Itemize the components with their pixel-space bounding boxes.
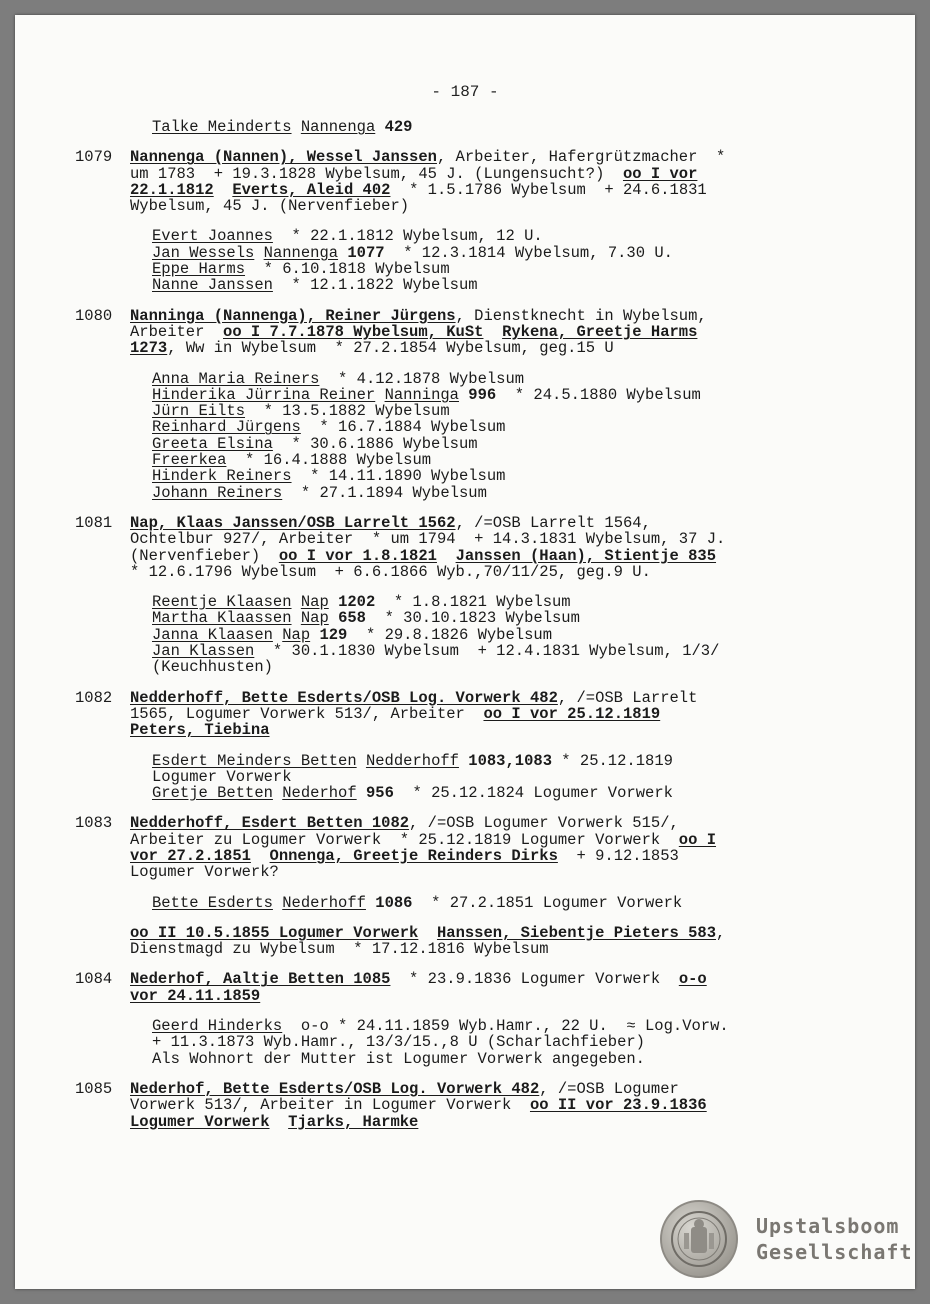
entry-number: 1083 (75, 814, 113, 833)
child-row: Jürn Eilts * 13.5.1882 Wybelsum (152, 402, 450, 421)
child-row: Eppe Harms * 6.10.1818 Wybelsum (152, 260, 450, 279)
child-row: Greeta Elsina * 30.6.1886 Wybelsum (152, 434, 478, 453)
entry-number: 1082 (75, 688, 113, 707)
register-content (75, 119, 865, 1144)
entry-number: 1081 (75, 513, 113, 532)
child-row: Hinderika Jürrina Reiner Nanninga 996 * 24.5.1880 Wybelsum (152, 385, 701, 404)
entry-number: 1080 (75, 306, 113, 325)
child-row: Martha Klaassen Nap 658 * 30.10.1823 Wybelsum (152, 609, 580, 628)
entry-number: 1084 (75, 970, 113, 989)
continuation-line: Talke Meinderts Nannenga 429 (152, 118, 413, 136)
page-number: - 187 - (431, 83, 499, 101)
child-row: Nanne Janssen * 12.1.1822 Wybelsum (152, 276, 478, 295)
entry-1083: 1083 Nedderhoff, Esdert Betten 1082, /=OSB Logumer Vorwerk 515/, Arbeiter zu Logumer Vorwerk * 25.12.1819 Logumer Vorwerk oo I vor 27.2.1851 Onnenga, Greetje Reinders Dirks + 9.12.1853 Logumer Vorwerk? Bette Esderts Nederhoff 1086 * 27.2.1851 Logumer Vorwerk oo II 10.5.1855 Logumer Vorwerk Hanssen, Siebentje Pieters 583, Dienstmagd zu Wybelsum * 17.12.1816 Wybelsum (75, 815, 865, 957)
children-list: Geerd Hinderks o-o * 24.11.1859 Wyb.Hamr., 22 U. ≈ Log.Vorw. + 11.3.1873 Wyb.Hamr., 13/3/15.,8 U (Scharlachfieber) Als Wohnort der Mutter ist Logumer Vorwerk angegeben. (152, 1018, 865, 1067)
child-row: Esdert Meinders Betten Nedderhoff 1083,1083 * 25.12.1819 (152, 751, 673, 770)
logo-text: Upstalsboom Gesellschaft (756, 1214, 913, 1264)
child-row: Anna Maria Reiners * 4.12.1878 Wybelsum (152, 369, 525, 388)
entry-1082: 1082 Nedderhoff, Bette Esderts/OSB Log. Vorwerk 482, /=OSB Larrelt 1565, Logumer Vorwerk 513/, Arbeiter oo I vor 25.12.1819 Peters, Tiebina Esdert Meinders Betten Nedderhoff 1083,1083 * 25.12.1819 Logumer Vorwerk Gretje Betten Nederhof 956 * 25.12.1824 Logumer Vorwerk (75, 690, 865, 802)
entry-1084: 1084 Nederhof, Aaltje Betten 1085 * 23.9.1836 Logumer Vorwerk o-o vor 24.11.1859 Geerd Hinderks o-o * 24.11.1859 Wyb.Hamr., 22 U. ≈ Log.Vorw. + 11.3.1873 Wyb.Hamr., 13/3/15.,8 U (Scharlachfieber) Als Wohnort der Mutter ist Logumer Vorwerk angegeben. (75, 971, 865, 1066)
child-row: Janna Klaasen Nap 129 * 29.8.1826 Wybelsum (152, 625, 552, 644)
child-row: Hinderk Reiners * 14.11.1890 Wybelsum (152, 467, 506, 486)
child-row: Evert Joannes * 22.1.1812 Wybelsum, 12 U. (152, 227, 543, 246)
child-row: Jan Klassen * 30.1.1830 Wybelsum + 12.4.1831 Wybelsum, 1/3/ (152, 642, 720, 661)
child-row: Bette Esderts Nederhoff 1086 * 27.2.1851 Logumer Vorwerk (152, 893, 683, 912)
child-row: Gretje Betten Nederhof 956 * 25.12.1824 Logumer Vorwerk (152, 784, 673, 803)
children-list (152, 228, 865, 293)
child-row: Jan Wessels Nannenga 1077 * 12.3.1814 Wybelsum, 7.30 U. (152, 243, 673, 262)
child-row: Johann Reiners * 27.1.1894 Wybelsum (152, 483, 487, 502)
children-list: Reentje Klaasen Nap 1202 * 1.8.1821 Wybelsum Martha Klaassen Nap 658 * 30.10.1823 Wybelsum Janna Klaasen Nap 129 * 29.8.1826 Wybelsum Jan Klassen * 30.1.1830 Wybelsum + 12.4.1831 Wybelsum, 1/3/ (Keuchhusten) (152, 594, 865, 675)
entry-number: 1085 (75, 1079, 113, 1098)
child-row: Reentje Klaasen Nap 1202 * 1.8.1821 Wybelsum (152, 593, 571, 612)
entry-1085: 1085 Nederhof, Bette Esderts/OSB Log. Vorwerk 482, /=OSB Logumer Vorwerk 513/, Arbeiter in Logumer Vorwerk oo II vor 23.9.1836 Logumer Vorwerk Tjarks, Harmke (75, 1079, 707, 1131)
child-row: Freerkea * 16.4.1888 Wybelsum (152, 451, 432, 470)
children-list: Esdert Meinders Betten Nedderhoff 1083,1083 * 25.12.1819 Logumer Vorwerk Gretje Betten Nederhof 956 * 25.12.1824 Logumer Vorwerk (152, 753, 865, 802)
seal-icon (660, 1200, 738, 1278)
entry-number: 1079 (75, 148, 113, 167)
entry-1080: 1080 Nanninga (Nannenga), Reiner Jürgens, Dienstknecht in Wybelsum, Arbeiter oo I 7.7.1878 Wybelsum, KuSt Rykena, Greetje Harms 1273, Ww in Wybelsum * 27.2.1854 Wybelsum, geg.15 U Anna Maria Reiners * 4.12.1878 Wybelsum Hinderika Jürrina Reiner Nanninga 996 * 24.5.1880 Wybelsum Jürn Eilts * 13.5.1882 Wybelsum Reinhard Jürgens * 16.7.1884 Wybelsum Greeta Elsina * 30.6.1886 Wybelsum Freerkea * 16.4.1888 Wybelsum Hinderk Reiners * 14.11.1890 Wybelsum Johann Reiners * 27.1.1894 Wybelsum (75, 308, 865, 501)
document-page (15, 15, 915, 1289)
children-list (152, 895, 865, 911)
entry-1079: 1079 Nannenga (Nannen), Wessel Janssen, Arbeiter, Hafergrützmacher * um 1783 + 19.3.1828 Wybelsum, 45 J. (Lungensucht?) oo I vor 22.1.1812 Everts, Aleid 402 * 1.5.1786 Wybelsum + 24.6.1831 Wybelsum, 45 J. (Nervenfieber) Evert Joannes * 22.1.1812 Wybelsum, 12 U. Jan Wessels Nannenga 1077 * 12.3.1814 Wybelsum, 7.30 U. Eppe Harms * 6.10.1818 Wybelsum Nanne Janssen * 12.1.1822 Wybelsum (75, 149, 865, 293)
upstalsboom-logo (660, 1200, 913, 1278)
child-row: Geerd Hinderks o-o * 24.11.1859 Wyb.Hamr., 22 U. ≈ Log.Vorw. (152, 1017, 729, 1036)
child-row: Reinhard Jürgens * 16.7.1884 Wybelsum (152, 418, 506, 437)
second-marriage: oo II 10.5.1855 Logumer Vorwerk Hanssen, Siebentje Pieters 583, Dienstmagd zu Wybelsum * 17.12.1816 Wybelsum (130, 923, 726, 959)
children-list (152, 371, 865, 501)
entry-1081: 1081 Nap, Klaas Janssen/OSB Larrelt 1562, /=OSB Larrelt 1564, Ochtelbur 927/, Arbeiter * um 1794 + 14.3.1831 Wybelsum, 37 J. (Nervenfieber) oo I vor 1.8.1821 Janssen (Haan), Stientje 835 * 12.6.1796 Wybelsum + 6.6.1866 Wyb.,70/11/25, geg.9 U. Reentje Klaasen Nap 1202 * 1.8.1821 Wybelsum Martha Klaassen Nap 658 * 30.10.1823 Wybelsum Janna Klaasen Nap 129 * 29.8.1826 Wybelsum Jan Klassen * 30.1.1830 Wybelsum + 12.4.1831 Wybelsum, 1/3/ (Keuchhusten) (75, 515, 865, 676)
